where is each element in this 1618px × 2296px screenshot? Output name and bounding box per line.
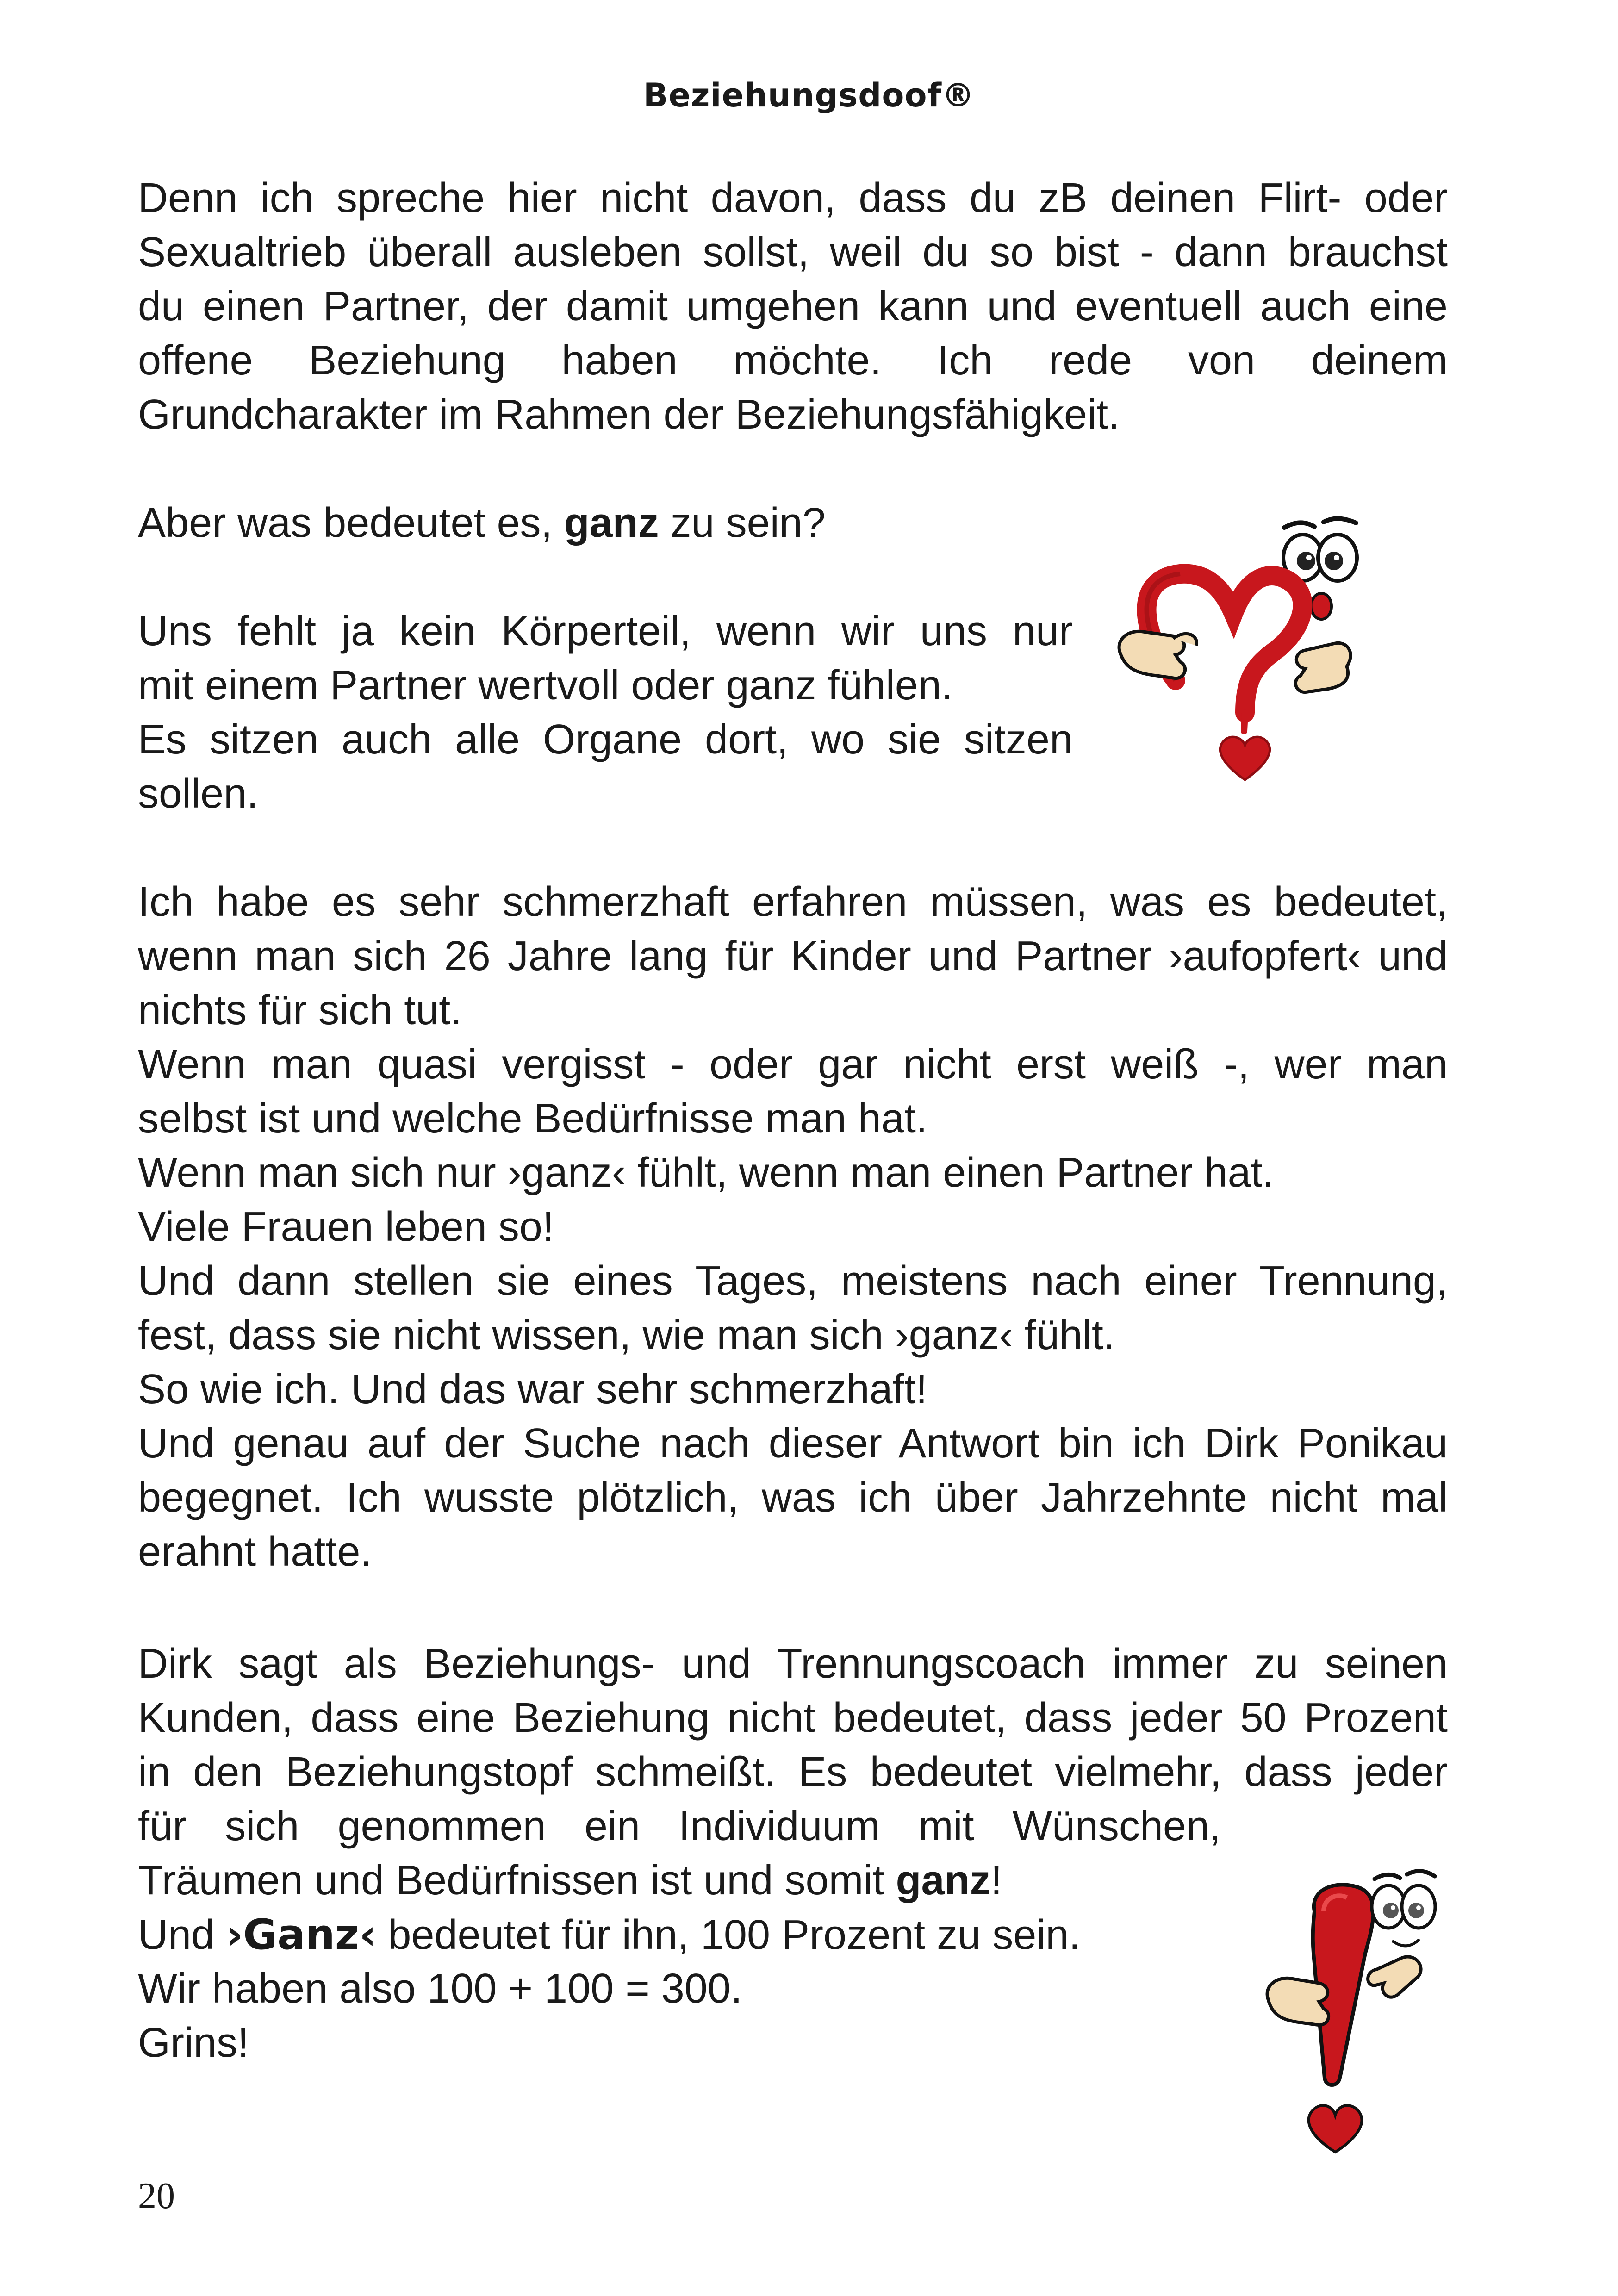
text-line: Es sitzen auch alle Organe dort, wo sie sitzen (138, 716, 1073, 763)
text-line: sollen. (138, 771, 259, 817)
paragraph-4 (138, 875, 1448, 1579)
text-line: Wenn man quasi vergisst - oder gar nicht erst weiß -, wer man (138, 1041, 1448, 1088)
text-line (138, 1854, 1448, 1908)
paragraph-2 (138, 496, 1017, 550)
text-line (138, 496, 1017, 550)
paragraph-5 (138, 1637, 1448, 2070)
bold-ganz: ganz (896, 1857, 991, 1904)
text-span: zu sein? (659, 500, 826, 546)
paragraph-1 (138, 171, 1448, 442)
text-line: fest, dass sie nicht wissen, wie man sich ›ganz‹ fühlt. (138, 1312, 1115, 1358)
text-line: mit einem Partner wertvoll oder ganz fühlen. (138, 662, 953, 709)
paragraph-3 (138, 604, 1073, 821)
heart-question-mark-icon (1106, 514, 1393, 791)
text-span: Aber was bedeutet es, (138, 500, 564, 546)
text-line: erahnt hatte. (138, 1529, 372, 1575)
text-line: Grins! (138, 2020, 249, 2066)
text-line: nichts für sich tut. (138, 987, 462, 1033)
text-span: bedeutet für ihn, 100 Prozent zu sein. (376, 1912, 1081, 1958)
text-line: Und dann stellen sie eines Tages, meistens nach einer Trennung, (138, 1258, 1448, 1304)
text-line: Ich habe es sehr schmerzhaft erfahren müssen, was es bedeutet, (138, 879, 1448, 925)
running-header: Beziehungsdoof® (643, 76, 975, 114)
text-line: Uns fehlt ja kein Körperteil, wenn wir uns nur (138, 608, 1073, 654)
text-line: offene Beziehung haben möchte. Ich rede von deinem (138, 337, 1448, 384)
text-line: begegnet. Ich wusste plötzlich, was ich über Jahrzehnte nicht mal (138, 1475, 1448, 1521)
page-number: 20 (138, 2176, 175, 2216)
text-line: Wir haben also 100 + 100 = 300. (138, 1966, 742, 2012)
text-line: So wie ich. Und das war sehr schmerzhaft! (138, 1366, 927, 1412)
text-line: du einen Partner, der damit umgehen kann und eventuell auch eine (138, 283, 1448, 330)
text-span: Und (138, 1912, 226, 1958)
text-line: Denn ich spreche hier nicht davon, dass du zB deinen Flirt- oder (138, 175, 1448, 221)
text-line: Kunden, dass eine Beziehung nicht bedeutet, dass jeder 50 Prozent (138, 1695, 1448, 1741)
text-line: selbst ist und welche Bedürfnisse man hat. (138, 1095, 927, 1142)
text-line: für sich genommen ein Individuum mit Wünschen, (138, 1803, 1221, 1849)
text-line: Wenn man sich nur ›ganz‹ fühlt, wenn man einen Partner hat. (138, 1150, 1274, 1196)
bold-ganz: ganz (564, 500, 659, 546)
text-line: Und genau auf der Suche nach dieser Antwort bin ich Dirk Ponikau (138, 1420, 1448, 1467)
text-span: Träumen und Bedürfnissen ist und somit (138, 1857, 896, 1904)
text-line (138, 1908, 1448, 1962)
text-span: ! (990, 1857, 1002, 1904)
exclamation-mark-icon (1259, 1860, 1476, 2157)
text-line: wenn man sich 26 Jahre lang für Kinder und Partner ›aufopfert‹ und (138, 933, 1448, 979)
text-line: Dirk sagt als Beziehungs- und Trennungscoach immer zu seinen (138, 1641, 1448, 1687)
text-line: in den Beziehungstopf schmeißt. Es bedeutet vielmehr, dass jeder (138, 1749, 1448, 1795)
text-line: Grundcharakter im Rahmen der Beziehungsfähigkeit. (138, 392, 1120, 438)
text-line: Sexualtrieb überall ausleben sollst, weil du so bist - dann brauchst (138, 229, 1448, 275)
text-line: Viele Frauen leben so! (138, 1204, 554, 1250)
emphasis-ganz: ›Ganz‹ (226, 1910, 377, 1959)
